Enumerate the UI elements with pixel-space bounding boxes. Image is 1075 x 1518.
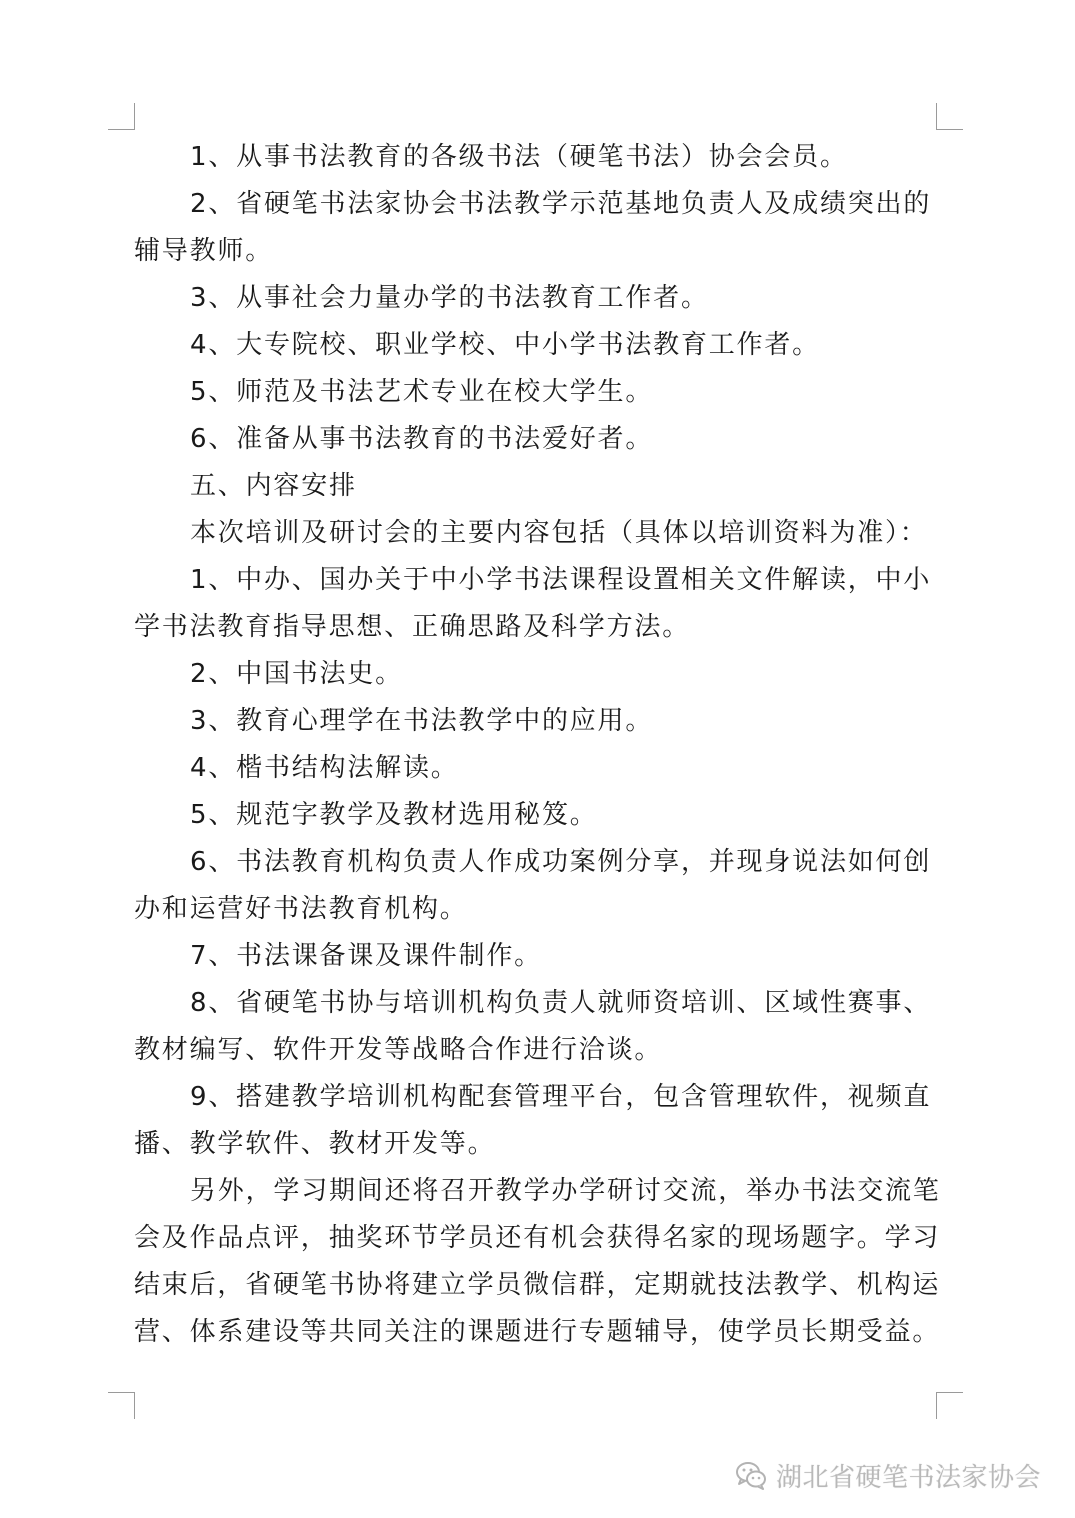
crop-mark-top-right — [936, 103, 963, 130]
section-heading: 五、内容安排 — [190, 471, 357, 501]
wechat-icon — [734, 1458, 768, 1492]
wechat-watermark — [734, 1455, 1041, 1495]
paragraph: 本次培训及研讨会的主要内容包括（具体以培训资料为准）： — [190, 518, 928, 548]
paragraph: 4、大专院校、职业学校、中小学书法教育工作者。 — [190, 330, 820, 360]
crop-mark-bottom-left — [108, 1392, 135, 1419]
paragraph: 6、书法教育机构负责人作成功案例分享，并现身说法如何创办和运营好书法教育机构。 — [134, 847, 932, 924]
paragraph: 另外，学习期间还将召开教学办学研讨交流，举办书法交流笔会及作品点评，抽奖环节学员还有机会获得名家的现场题字。学习结束后，省硬笔书协将建立学员微信群，定期就技法教学、机构运营、体系建设等共同关注的课题进行专题辅导，使学员长期受益。 — [134, 1176, 941, 1347]
watermark-text: 湖北省硬笔书法家协会 — [776, 1462, 1042, 1493]
paragraph: 1、中办、国办关于中小学书法课程设置相关文件解读，中小学书法教育指导思想、正确思路及科学方法。 — [134, 565, 932, 642]
paragraph: 3、教育心理学在书法教学中的应用。 — [190, 706, 654, 736]
paragraph: 2、省硬笔书法家协会书法教学示范基地负责人及成绩突出的辅导教师。 — [134, 189, 932, 266]
paragraph: 4、楷书结构法解读。 — [190, 753, 459, 783]
paragraph: 7、书法课备课及课件制作。 — [190, 941, 542, 971]
paragraph: 2、中国书法史。 — [190, 659, 403, 689]
paragraph: 1、从事书法教育的各级书法（硬笔书法）协会会员。 — [190, 142, 848, 172]
paragraph: 8、省硬笔书协与培训机构负责人就师资培训、区域性赛事、教材编写、软件开发等战略合作进行洽谈。 — [134, 988, 932, 1065]
paragraph: 3、从事社会力量办学的书法教育工作者。 — [190, 283, 709, 313]
crop-mark-bottom-right — [936, 1392, 963, 1419]
paragraph: 9、搭建教学培训机构配套管理平台，包含管理软件，视频直播、教学软件、教材开发等。 — [134, 1082, 932, 1159]
document-body — [134, 134, 942, 1356]
paragraph: 6、准备从事书法教育的书法爱好者。 — [190, 424, 654, 454]
paragraph: 5、师范及书法艺术专业在校大学生。 — [190, 377, 654, 407]
paragraph: 5、规范字教学及教材选用秘笈。 — [190, 800, 598, 830]
crop-mark-top-left — [108, 103, 135, 130]
